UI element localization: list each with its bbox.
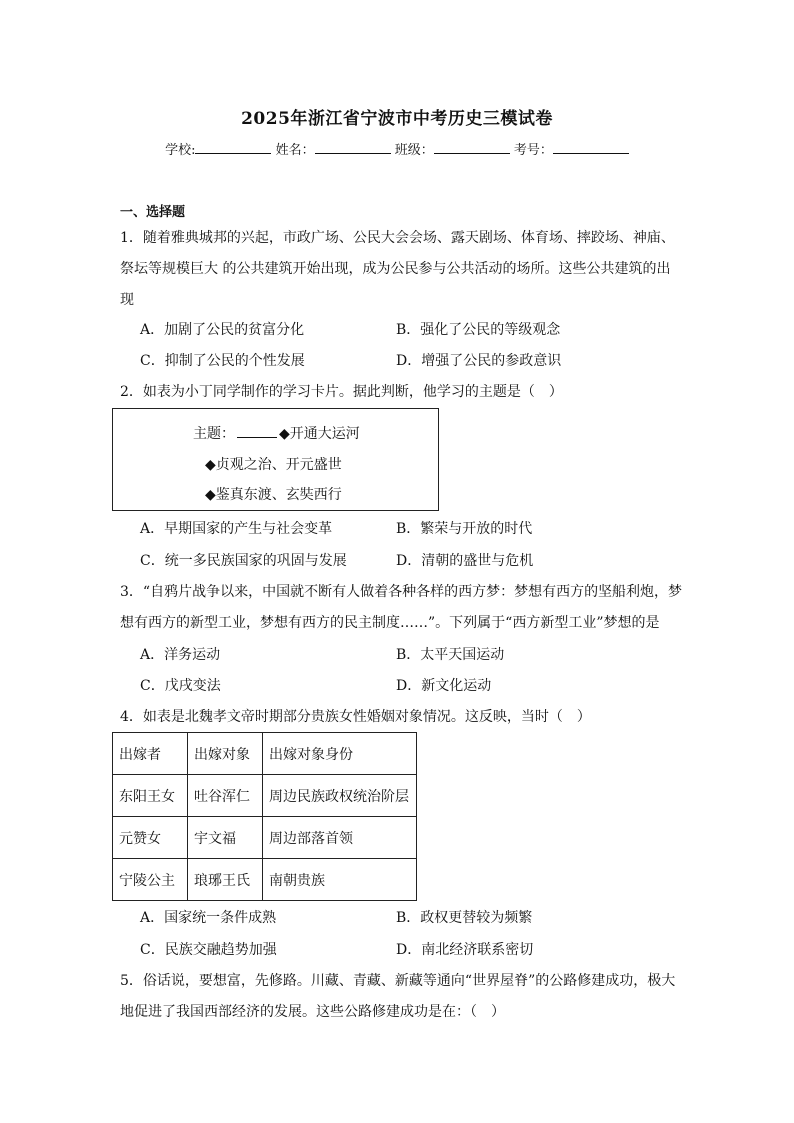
table-header-cell: 出嫁对象身份 bbox=[263, 733, 417, 775]
card-topic-label: 主题： bbox=[193, 426, 235, 442]
student-info-line bbox=[0, 139, 794, 158]
q1-line-1: 1．随着雅典城邦的兴起，市政广场、公民大会会场、露天剧场、体育场、摔跤场、神庙、 bbox=[120, 230, 675, 246]
marriage-table bbox=[112, 732, 417, 901]
table-cell: 宇文福 bbox=[188, 817, 263, 859]
q4-option-c[interactable]: C．民族交融趋势加强 bbox=[140, 942, 277, 958]
table-cell: 东阳王女 bbox=[113, 775, 188, 817]
table-row bbox=[113, 775, 417, 817]
q1-option-c[interactable]: C．抑制了公民的个性发展 bbox=[140, 353, 305, 369]
q1-option-a[interactable]: A．加剧了公民的贫富分化 bbox=[140, 322, 305, 338]
school-label: 学校: bbox=[165, 143, 196, 158]
q1-line-3: 现 bbox=[120, 292, 134, 308]
section-heading: 一、选择题 bbox=[120, 205, 186, 220]
q4-option-b[interactable]: B．政权更替较为频繁 bbox=[396, 910, 533, 926]
class-label: 班级： bbox=[394, 143, 434, 158]
card-item-3: ◆鉴真东渡、玄奘西行 bbox=[205, 487, 342, 503]
q3-option-d[interactable]: D．新文化运动 bbox=[396, 678, 492, 694]
q1-option-b[interactable]: B．强化了公民的等级观念 bbox=[396, 322, 561, 338]
q1-line-2: 祭坛等规模巨大 的公共建筑开始出现，成为公民参与公共活动的场所。这些公共建筑的出 bbox=[120, 261, 671, 277]
q5-line-1: 5．俗话说，要想富，先修路。川藏、青藏、新藏等通向“世界屋脊”的公路修建成功，极大 bbox=[120, 973, 676, 989]
school-blank[interactable] bbox=[195, 141, 271, 154]
table-header-row bbox=[113, 733, 417, 775]
q3-line-2: 想有西方的新型工业，梦想有西方的民主制度……”。下列属于“西方新型工业”梦想的是 bbox=[120, 615, 660, 631]
table-cell: 琅琊王氏 bbox=[188, 859, 263, 901]
table-row bbox=[113, 859, 417, 901]
card-item-2: ◆贞观之治、开元盛世 bbox=[205, 457, 342, 473]
name-label: 姓名： bbox=[275, 143, 315, 158]
study-card bbox=[112, 408, 439, 511]
table-cell: 吐谷浑仁 bbox=[188, 775, 263, 817]
q3-option-c[interactable]: C．戊戌变法 bbox=[140, 678, 221, 694]
q2-option-d[interactable]: D．清朝的盛世与危机 bbox=[396, 553, 534, 569]
name-blank[interactable] bbox=[315, 141, 391, 154]
q3-option-b[interactable]: B．太平天国运动 bbox=[396, 647, 505, 663]
number-blank[interactable] bbox=[553, 141, 629, 154]
q5-line-2: 地促进了我国西部经济的发展。这些公路修建成功是在：（ ） bbox=[120, 1004, 505, 1020]
q2-stem: 2．如表为小丁同学制作的学习卡片。据此判断，他学习的主题是（ ） bbox=[120, 384, 563, 400]
table-cell: 周边部落首领 bbox=[263, 817, 417, 859]
number-label: 考号： bbox=[513, 143, 553, 158]
q1-option-d[interactable]: D．增强了公民的参政意识 bbox=[396, 353, 562, 369]
q2-option-b[interactable]: B．繁荣与开放的时代 bbox=[396, 521, 533, 537]
q4-stem: 4．如表是北魏孝文帝时期部分贵族女性婚姻对象情况。这反映，当时（ ） bbox=[120, 709, 591, 725]
q3-option-a[interactable]: A．洋务运动 bbox=[140, 647, 221, 663]
table-header-cell: 出嫁对象 bbox=[188, 733, 263, 775]
table-cell: 元赞女 bbox=[113, 817, 188, 859]
table-cell: 周边民族政权统治阶层 bbox=[263, 775, 417, 817]
q4-option-a[interactable]: A．国家统一条件成熟 bbox=[140, 910, 277, 926]
card-topic-row bbox=[193, 423, 360, 443]
card-topic-blank bbox=[237, 425, 277, 438]
q4-option-d[interactable]: D．南北经济联系密切 bbox=[396, 942, 534, 958]
table-cell: 宁陵公主 bbox=[113, 859, 188, 901]
q3-line-1: 3．“自鸦片战争以来，中国就不断有人做着各种各样的西方梦：梦想有西方的坚船利炮，梦 bbox=[120, 584, 683, 600]
exam-title: 2025年浙江省宁波市中考历史三模试卷 bbox=[241, 109, 553, 129]
q2-option-c[interactable]: C．统一多民族国家的巩固与发展 bbox=[140, 553, 347, 569]
table-cell: 南朝贵族 bbox=[263, 859, 417, 901]
q2-option-a[interactable]: A．早期国家的产生与社会变革 bbox=[140, 521, 333, 537]
class-blank[interactable] bbox=[434, 141, 510, 154]
table-header-cell: 出嫁者 bbox=[113, 733, 188, 775]
card-item-1: ◆开通大运河 bbox=[279, 426, 360, 442]
table-row bbox=[113, 817, 417, 859]
